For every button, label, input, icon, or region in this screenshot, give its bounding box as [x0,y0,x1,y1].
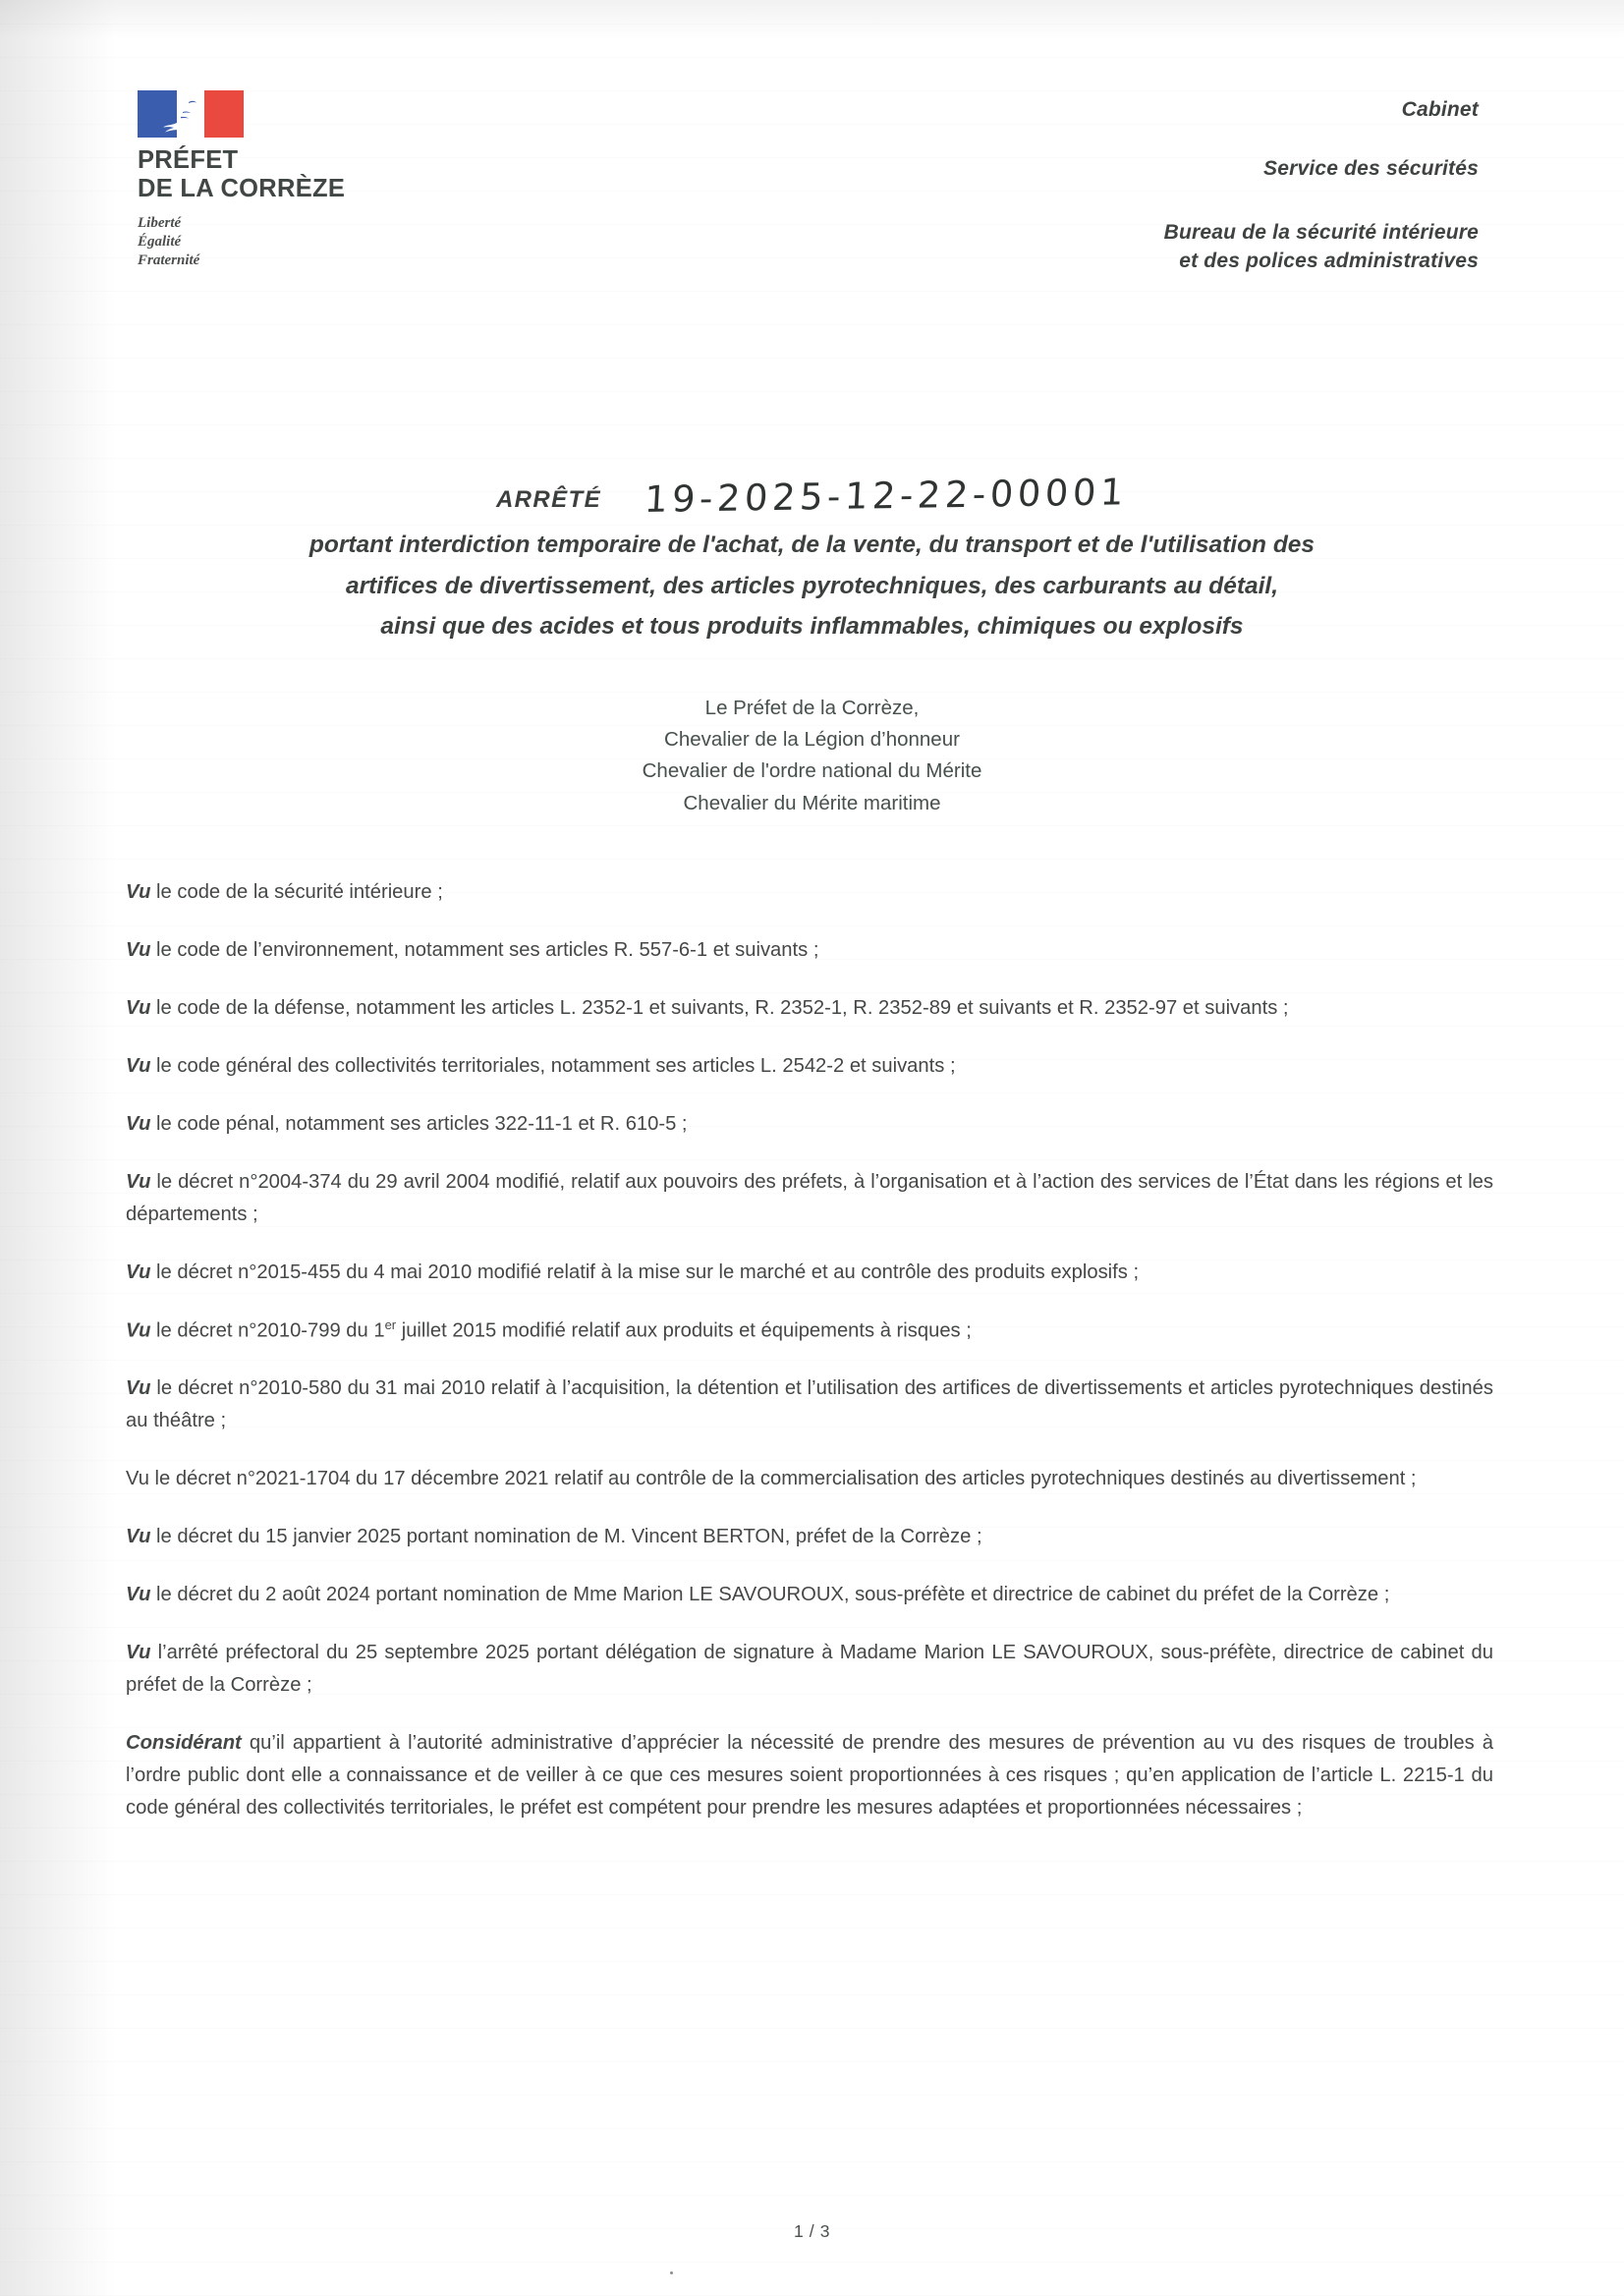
arrete-label: ARRÊTÉ [495,485,602,513]
motto-fraternite: Fraternité [138,252,200,269]
honour-line-merite-maritime: Chevalier du Mérite maritime [683,791,941,814]
clause-lead-word: Vu [126,1260,151,1283]
scan-edge-shadow-left [0,0,116,2296]
legal-clauses-list [126,857,1493,1823]
legal-clause [126,1637,1493,1702]
prefecture-branding [138,90,531,271]
motto-egalite: Égalité [138,234,182,251]
issuing-department-block [1164,98,1479,276]
legal-clause [126,1315,1493,1348]
legal-clause [126,876,1493,909]
clause-text: le code de la sécurité intérieure ; [150,881,443,904]
clause-text: le code de la défense, notamment les articles L. 2352-1 et suivants, R. 2352-1, R. 2352-89 et suivants et R. 2352-97 et suivants ; [150,997,1289,1020]
republic-motto [138,214,531,271]
clause-ordinal-superscript: er [384,1316,397,1332]
arrete-handwritten-number: 19-2025-12-22-00001 [643,471,1130,522]
prefecture-title-line2: DE LA CORRÈZE [138,174,346,202]
legal-clause [126,1579,1493,1611]
legal-clause [126,1108,1493,1141]
document-title-line2: artifices de divertissement, des articles pyrotechniques, des carburants au détail, [345,572,1279,599]
legal-clause [126,1257,1493,1289]
clause-text: le décret du 15 janvier 2025 portant nomination de M. Vincent BERTON, préfet de la Corrèze ; [150,1525,982,1547]
clause-text: le décret n°2010-580 du 31 mai 2010 relatif à l’acquisition, la détention et l’utilisation des artifices de divertissements et articles pyrotechniques destinés au théâtre ; [126,1377,1493,1432]
prefecture-title-line1: PRÉFET [138,146,239,174]
clause-text: le décret du 2 août 2024 portant nomination de Mme Marion LE SAVOUROUX, sous-préfète et directrice de cabinet du préfet de la Corrèze ; [150,1583,1390,1605]
prefect-honours-block [370,693,1255,819]
legal-clause [126,1050,1493,1083]
legal-clause [126,1521,1493,1553]
clause-lead-word: Vu [126,997,151,1020]
clause-lead-word: Vu [126,1170,151,1193]
clause-lead-word: Vu [126,1319,151,1342]
department-cabinet: Cabinet [1401,98,1479,121]
page-number: 1 / 3 [793,2221,831,2241]
department-bureau-line2: et des polices administratives [1179,250,1479,273]
clause-text: le décret n°2015-455 du 4 mai 2010 modifié relatif à la mise sur le marché et au contrôle des produits explosifs ; [150,1260,1140,1283]
clause-lead-word: Vu [126,1377,151,1400]
marianne-republique-francaise-logo [138,90,244,138]
clause-text: le code pénal, notamment ses articles 322-11-1 et R. 610-5 ; [150,1112,688,1135]
legal-clause [126,1166,1493,1231]
legal-clause [126,1463,1493,1495]
clause-lead-word: Vu [126,1468,149,1490]
scan-artifact-dot [670,2271,673,2274]
honour-line-ordre-national-merite: Chevalier de l'ordre national du Mérite [642,759,982,783]
clause-lead-word: Vu [126,1525,151,1547]
clause-text: le code général des collectivités territoriales, notamment ses articles L. 2542-2 et suivants ; [150,1054,956,1077]
honour-line-legion-honneur: Chevalier de la Légion d’honneur [664,728,960,752]
document-title-line1: portant interdiction temporaire de l'achat, de la vente, du transport et de l'utilisation des [308,532,1316,558]
document-header [0,90,1624,326]
clause-lead-word: Vu [126,1641,151,1663]
clause-text: le décret n°2010-799 du 1 [150,1319,385,1342]
clause-text: le code de l’environnement, notamment ses articles R. 557-6-1 et suivants ; [150,939,819,962]
department-service: Service des sécurités [1262,157,1479,180]
arrete-reference-row [0,471,1624,522]
honour-line-prefet: Le Préfet de la Corrèze, [704,697,920,719]
clause-text: le décret n°2021-1704 du 17 décembre 2021 relatif au contrôle de la commercialisation des articles pyrotechniques destinés au divertissement ; [148,1468,1417,1490]
legal-clause [126,992,1493,1025]
department-bureau [1164,218,1479,276]
department-bureau-line1: Bureau de la sécurité intérieure [1163,221,1479,244]
clause-lead-word: Vu [126,1583,151,1605]
clause-lead-word: Vu [126,939,151,962]
document-title-line3: ainsi que des acides et tous produits inflammables, chimiques ou explosifs [380,613,1244,641]
legal-clause [126,1727,1493,1824]
clause-text: le décret n°2004-374 du 29 avril 2004 modifié, relatif aux pouvoirs des préfets, à l’organisation et à l’action des services de l’État dans les régions et les départements ; [126,1170,1493,1225]
motto-liberte: Liberté [138,215,182,232]
clause-text: juillet 2015 modifié relatif aux produits et équipements à risques ; [396,1319,972,1342]
scan-edge-shadow-top [0,0,1624,39]
clause-lead-word: Vu [126,881,151,904]
page-footer [0,2221,1624,2242]
legal-clause [126,1372,1493,1437]
clause-text: qu’il appartient à l’autorité administrative d’apprécier la nécessité de prendre des mesures de prévention au vu des risques de troubles à l’ordre public dont elle a connaissance et de veiller à ce que ces mesures soient proportionnées à ces risques ; qu’en application de l’article L. 2215-1 du code général des collectivités territoriales, le préfet est compétent pour prendre les mesures adaptées et proportionnées nécessaires ; [126,1731,1493,1819]
document-title [198,525,1427,647]
legal-clause [126,934,1493,967]
clause-lead-word: Considérant [126,1731,242,1754]
clause-text: l’arrêté préfectoral du 25 septembre 2025 portant délégation de signature à Madame Marion LE SAVOUROUX, sous-préfète, directrice de cabinet du préfet de la Corrèze ; [126,1641,1493,1696]
clause-lead-word: Vu [126,1112,151,1135]
prefecture-title [138,146,531,202]
clause-lead-word: Vu [126,1054,151,1077]
